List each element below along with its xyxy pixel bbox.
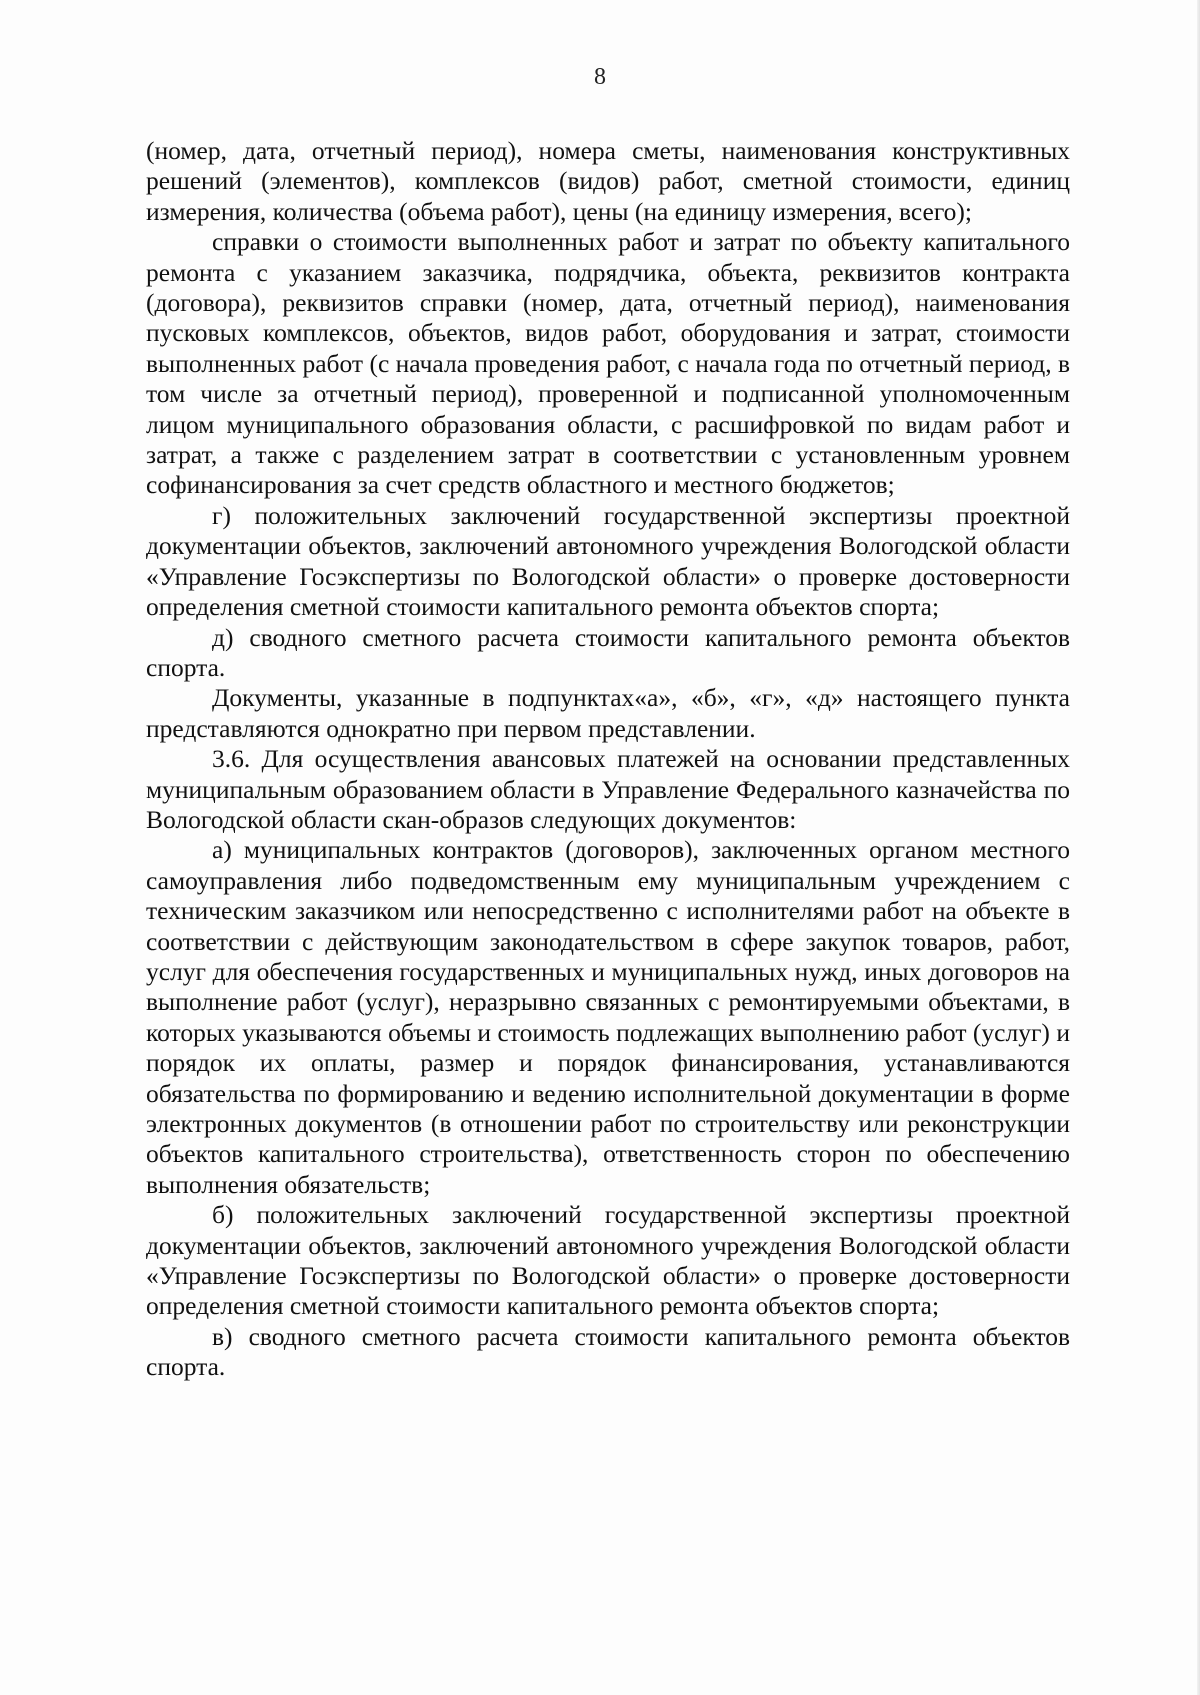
paragraph: г) положительных заключений государственной экспертизы проектной документации объектов, заключений автономного учреждения Вологодской области «Управление Госэкспертизы по Вологодской области» о проверке достоверности определения сметной стоимости капитального ремонта объектов спорта; [146, 500, 1070, 622]
document-body [146, 136, 1070, 1383]
paragraph: д) сводного сметного расчета стоимости капитального ремонта объектов спорта. [146, 622, 1070, 682]
page-number: 8 [594, 64, 606, 90]
paragraph: б) положительных заключений государственной экспертизы проектной документации объектов, заключений автономного учреждения Вологодской области «Управление Госэкспертизы по Вологодской области» о проверке достоверности определения сметной стоимости капитального ремонта объектов спорта; [146, 1200, 1070, 1321]
paragraph: справки о стоимости выполненных работ и затрат по объекту капитального ремонта с указанием заказчика, подрядчика, объекта, реквизитов контракта (договора), реквизитов справки (номер, дата, отчетный период), наименования пусковых комплексов, объектов, видов работ, оборудования и затрат, стоимости выполненных работ (с начала проведения работ, с начала года по отчетный период, в том числе за отчетный период), проверенной и подписанной уполномоченным лицом муниципального образования области, с расшифровкой по видам работ и затрат, а также с разделением затрат в соответствии с установленным уровнем софинансирования за счет средств областного и местного бюджетов; [146, 227, 1070, 500]
paragraph: в) сводного сметного расчета стоимости капитального ремонта объектов спорта. [146, 1321, 1070, 1382]
paragraph: (номер, дата, отчетный период), номера сметы, наименования конструктивных решений (элементов), комплексов (видов) работ, сметной стоимости, единиц измерения, количества (объема работ), цены (на единицу измерения, всего); [146, 136, 1070, 226]
paragraph: Документы, указанные в подпунктах«а», «б», «г», «д» настоящего пункта представляются однократно при первом представлении. [146, 683, 1070, 743]
paragraph: а) муниципальных контрактов (договоров), заключенных органом местного самоуправления либо подведомственным ему муниципальным учреждением с техническим заказчиком или непосредственно с исполнителями работ на объекте в соответствии с действующим законодательством в сфере закупок товаров, работ, услуг для обеспечения государственных и муниципальных нужд, иных договоров на выполнение работ (услуг), неразрывно связанных с ремонтируемыми объектами, в которых указываются объемы и стоимость подлежащих выполнению работ (услуг) и порядок их оплаты, размер и порядок финансирования, устанавливаются обязательства по формированию и ведению исполнительной документации в форме электронных документов (в отношении работ по строительству или реконструкции объектов капитального строительства), ответственность сторон по обеспечению выполнения обязательств; [146, 835, 1070, 1199]
paragraph: 3.6. Для осуществления авансовых платежей на основании представленных муниципальным образованием области в Управление Федерального казначейства по Вологодской области скан-образов следующих документов: [146, 744, 1070, 834]
